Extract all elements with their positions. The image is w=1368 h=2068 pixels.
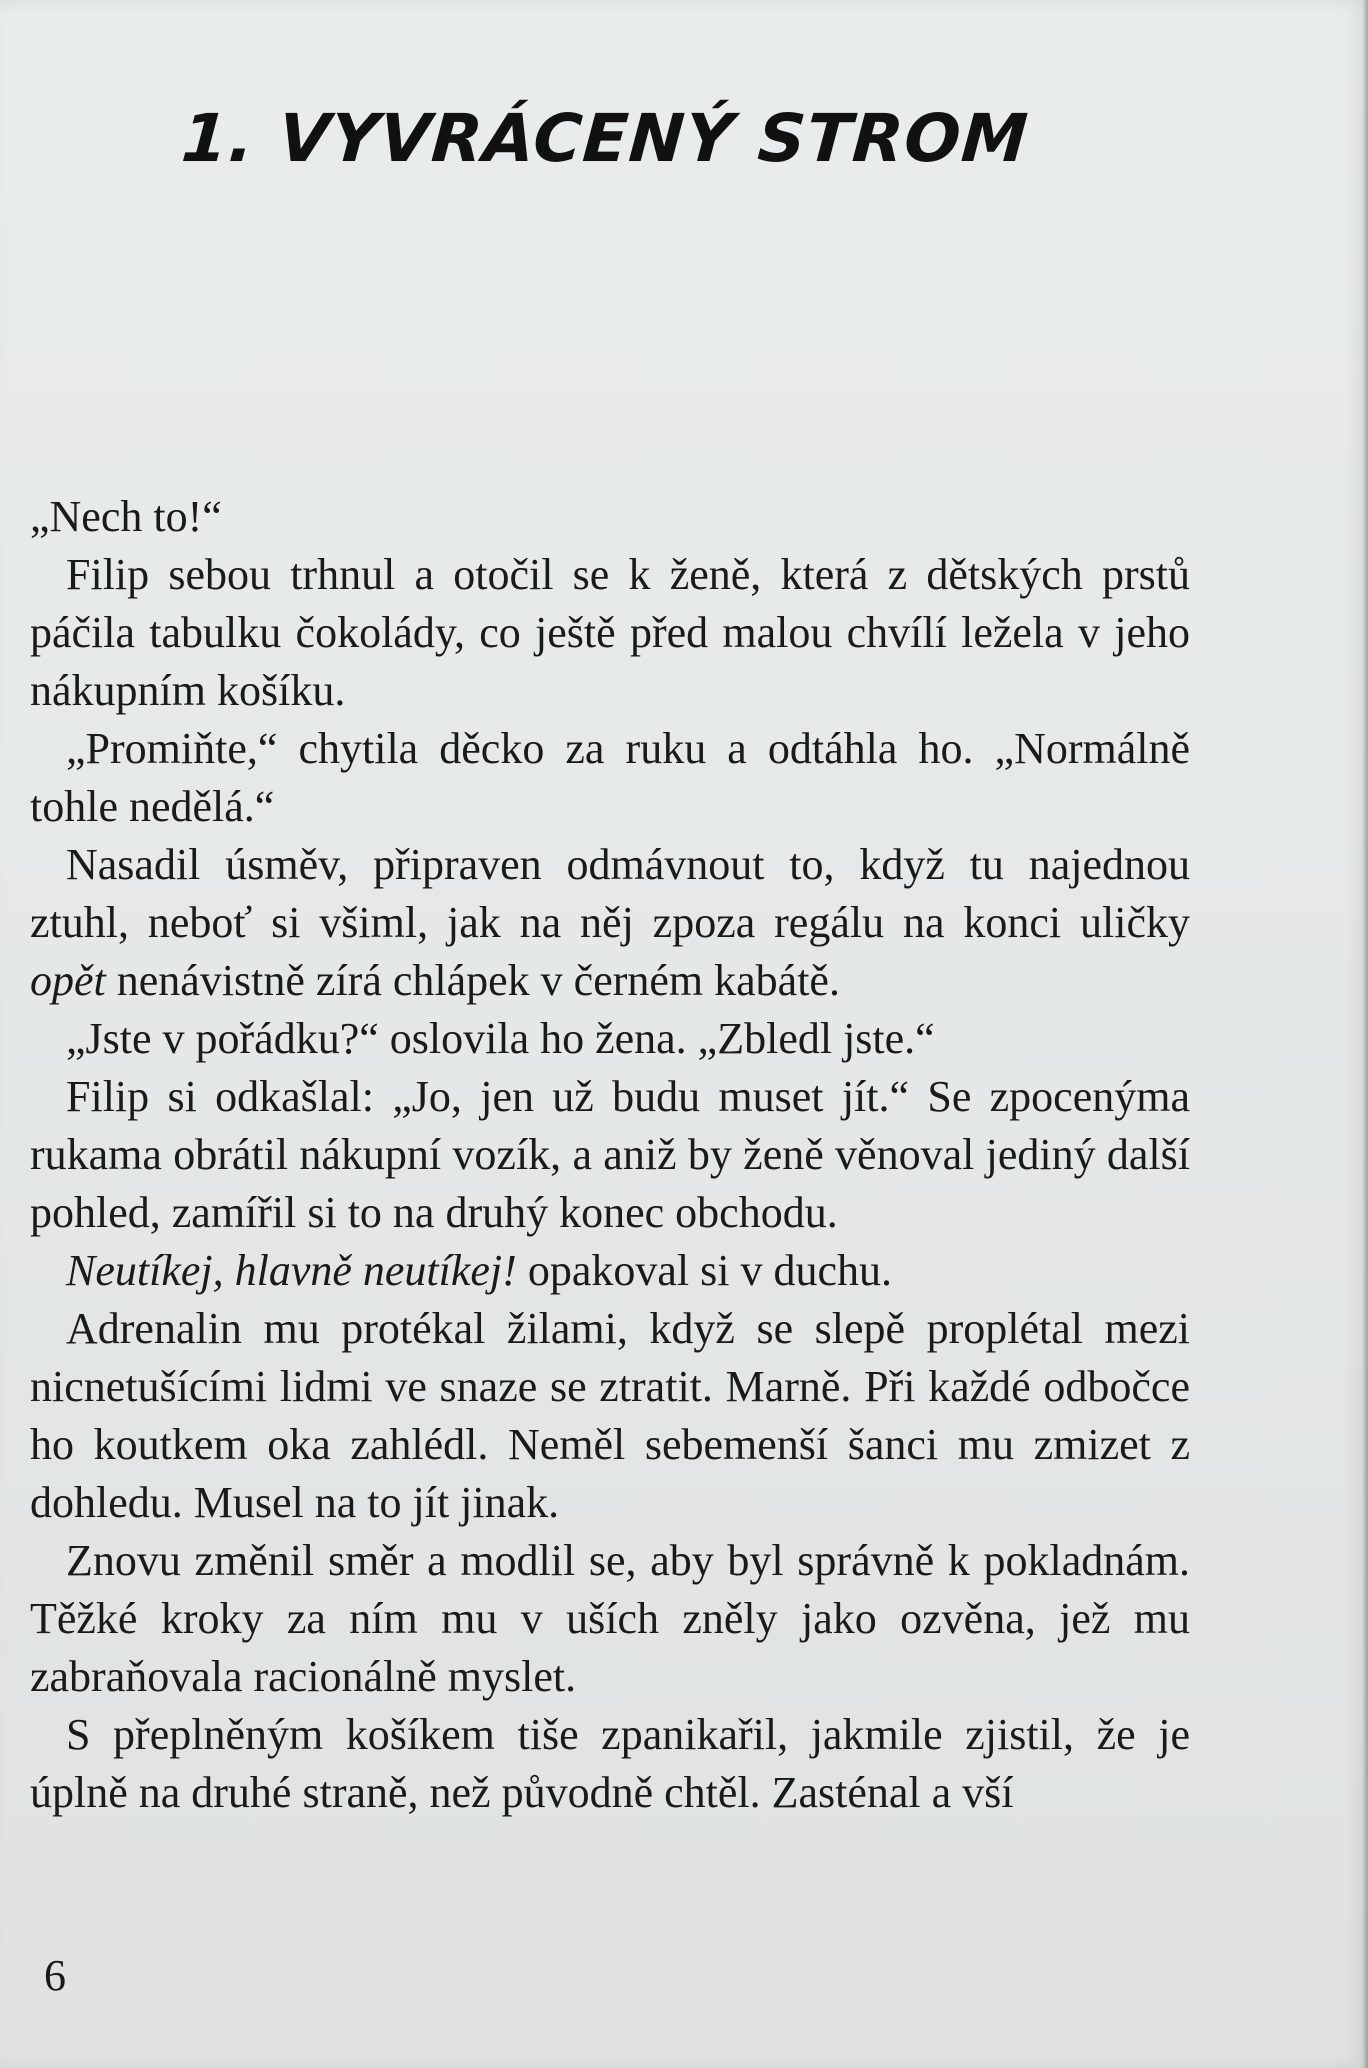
paragraph: Adrenalin mu protékal žilami, když se slepě proplétal mezi nicnetušícími lidmi ve snaze se ztratit. Marně. Při každé odbočce ho koutkem oka zahlédl. Neměl sebemenší šanci mu zmizet z dohledu. Musel na to jít jinak. (30, 1304, 1190, 1527)
paragraph: S přeplněným košíkem tiše zpanikařil, jakmile zjistil, že je úplně na druhé straně, než původně chtěl. Zasténal a vší (30, 1710, 1190, 1817)
paragraph (30, 1242, 1190, 1300)
paragraph: Znovu změnil směr a modlil se, aby byl správně k pokladnám. Těžké kroky za ním mu v uších zněly jako ozvěna, jež mu zabraňovala racionálně myslet. (30, 1536, 1190, 1701)
paragraph: „Nech to!“ (30, 492, 222, 541)
page-number: 6 (44, 1951, 66, 2000)
paragraph: „Promiňte,“ chytila děcko za ruku a odtáhla ho. „Normálně tohle nedělá.“ (30, 724, 1190, 831)
paragraph: Filip si odkašlal: „Jo, jen už budu muset jít.“ Se zpocenýma rukama obrátil nákupní vozík, a aniž by ženě věnoval jediný další pohled, zamířil si to na druhý konec obchodu. (30, 1072, 1190, 1237)
paragraph: „Jste v pořádku?“ oslovila ho žena. „Zbledl jste.“ (66, 1014, 935, 1063)
chapter-title: 1. VYVRÁCENÝ STROM (179, 100, 1031, 177)
paragraph-text: opakoval si v duchu. (516, 1246, 892, 1295)
paragraph: Filip sebou trhnul a otočil se k ženě, která z dětských prstů páčila tabulku čokolády, co ještě před malou chvílí ležela v jeho nákupním košíku. (30, 550, 1190, 715)
paragraph-text: Nasadil úsměv, připraven odmávnout to, když tu najednou ztuhl, neboť si všiml, jak na něj zpoza regálu na konci uličky (30, 840, 1190, 947)
emphasized-word: opět (30, 956, 106, 1005)
paragraph-text: nenávistně zírá chlápek v černém kabátě. (105, 956, 840, 1005)
emphasized-thought: Neutíkej, hlavně neutíkej! (66, 1246, 517, 1295)
body-text (30, 488, 1190, 1822)
paragraph (30, 836, 1190, 1010)
